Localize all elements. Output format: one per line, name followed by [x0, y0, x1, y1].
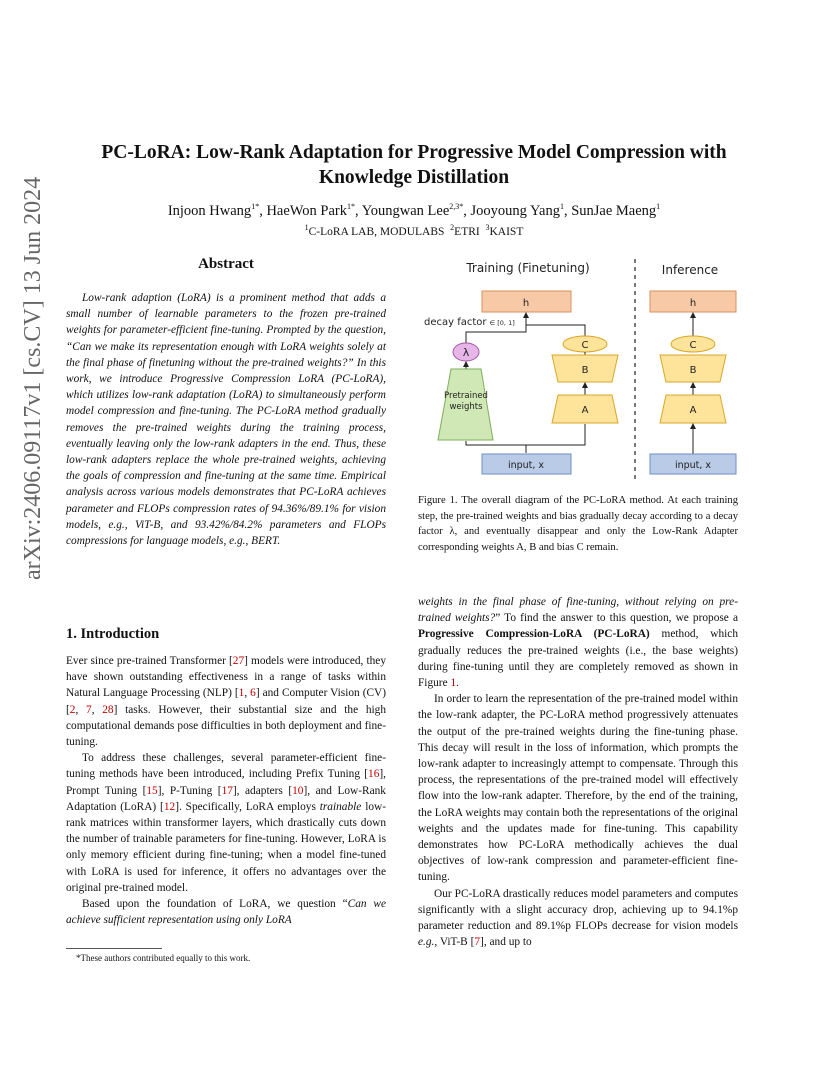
- input-label-training: input, x: [507, 460, 545, 471]
- input-label-inference: input, x: [674, 460, 712, 471]
- footnote-rule: [66, 948, 162, 949]
- pretrained-label-line1: Pretrained: [444, 391, 488, 401]
- right-paragraph-1: weights in the final phase of fine-tuning, without relying on pre-trained weights?” To find the answer to this question, we propose a Progressive Compression-LoRA (PC-LoRA) method, which gradually reduces the pre-trained weights (i.e., the base weights) during fine-tuning until they are completely removed as shown in Figure 1.: [418, 596, 738, 690]
- right-column-body: [418, 594, 738, 950]
- b-label-training: B: [581, 365, 589, 376]
- decay-factor-label: decay factor ∈ [0, 1]: [424, 317, 515, 328]
- right-paragraph-3: Our PC-LoRA drastically reduces model parameters and computes significantly with a slight accuracy drop, achieving up to 94.1%p parameter reduction and 89.1%p FLOPs decrease for vision models e.g., ViT-B [7], and up to: [418, 887, 738, 949]
- figure-1-diagram: [418, 255, 748, 485]
- c-label-inference: C: [689, 340, 697, 351]
- pretrained-label-line2: weights: [449, 402, 483, 412]
- lambda-symbol: λ: [462, 346, 470, 359]
- arrow-c-to-h: [526, 325, 585, 336]
- training-label: Training (Finetuning): [466, 261, 590, 275]
- b-label-inference: B: [689, 365, 697, 376]
- a-label-inference: A: [689, 405, 697, 416]
- affiliations: $^1$C-LoRA LAB, MODULABS $^2$ETRI $^3$KAIST: [304, 223, 524, 238]
- a-label-training: A: [581, 405, 589, 416]
- c-label-training: C: [581, 340, 589, 351]
- h-label-training: h: [522, 298, 530, 309]
- right-paragraph-2: In order to learn the representation of the pre-trained model within the low-rank adapter, the PC-LoRA method progressively attenuates the output of the pre-trained weights during the fine-tuning phase. This decay will result in the loss of information, which prompts the low-rank adapter to increasingly attempt to compensate. Through this process, the representations of the pre-trained model will effectively flow into the low-rank adapter. Therefore, by the end of the training, the LoRA weights may contain both the representations of the original weights and the updates made for fine-tuning. This capability demonstrates how PC-LoRA methodically achieves the dual objectives of low-rank compression and parameter-efficient fine-tuning.: [418, 693, 738, 884]
- h-label-inference: h: [689, 298, 697, 309]
- intro-paragraph-3: Based upon the foundation of LoRA, we question “Can we achieve sufficient representation using only LoRA: [66, 898, 386, 927]
- paper-title: PC-LoRA: Low-Rank Adaptation for Progressive Model Compression with Knowledge Distillation: [101, 142, 727, 188]
- arxiv-sidebar-id: arXiv:2406.09117v1 [cs.CV] 13 Jun 2024: [20, 176, 46, 580]
- intro-paragraph-2: To address these challenges, several parameter-efficient fine-tuning methods have been introduced, including Prefix Tuning [16], Prompt Tuning [15], P-Tuning [17], adapters [10], and Low-Rank Adaptation (LoRA) [12]. Specifically, LoRA employs trainable low-rank matrices within transformer layers, which drastically cuts down the number of trainable parameters for fine-tuning. However, LoRA is only memory efficient during fine-tuning; when a model fine-tuned with LoRA is used for inference, it offers no advantages over the original pre-trained model.: [66, 752, 386, 894]
- footnote: *These authors contributed equally to this work.: [76, 953, 251, 963]
- author-list: Injoon Hwang$^{1*}$, HaeWon Park$^{1*}$, Youngwan Lee$^{2,3*}$, Jooyoung Yang$^1$, SunJae Maeng$^1$: [167, 202, 661, 219]
- abstract-text: Low-rank adaption (LoRA) is a prominent method that adds a small number of learnable parameters to the frozen pre-trained weights for parameter-efficient fine-tuning. Prompted by the question, “Can we make its representation enough with LoRA weights solely at the final phase of finetuning without the pre-trained weights?” In this work, we introduce Progressive Compression LoRA (PC-LoRA), which utilizes low-rank adaptation (LoRA) to simultaneously perform model compression and fine-tuning. The PC-LoRA method gradually removes the pre-trained weights during the training process, eventually leaving only the low-rank adapters in the end. Thus, these low-rank adapters replace the whole pre-trained weights, achieving the goals of compression and fine-tuning at the same time. Empirical analysis across various models demonstrates that PC-LoRA achieves parameter and FLOPs compression rates of 94.36%/89.1% for vision models, e.g., ViT-B, and 93.42%/84.2% parameters and FLOPs compressions for language models, e.g., BERT.: [66, 292, 386, 548]
- figure-1-caption: Figure 1. The overall diagram of the PC-LoRA method. At each training step, the pre-trained weights and bias gradually decay according to a decay factor λ, and eventually disappear and only the Low-Rank Adapter corresponding weights A, B and bias C remain.: [418, 495, 738, 553]
- intro-paragraph-1: Ever since pre-trained Transformer [27] models were introduced, they have shown outstanding effectiveness in a range of tasks within Natural Language Processing (NLP) [1, 6] and Computer Vision (CV) [2, 7, 28] tasks. However, their substantial size and the high computational demands pose difficulties in both deployment and fine-tuning.: [66, 655, 387, 749]
- introduction-body: [66, 653, 386, 928]
- section-heading-introduction: 1. Introduction: [66, 626, 160, 642]
- abstract-heading: Abstract: [198, 256, 254, 272]
- diagram-svg: [418, 255, 748, 485]
- inference-label: Inference: [661, 263, 719, 277]
